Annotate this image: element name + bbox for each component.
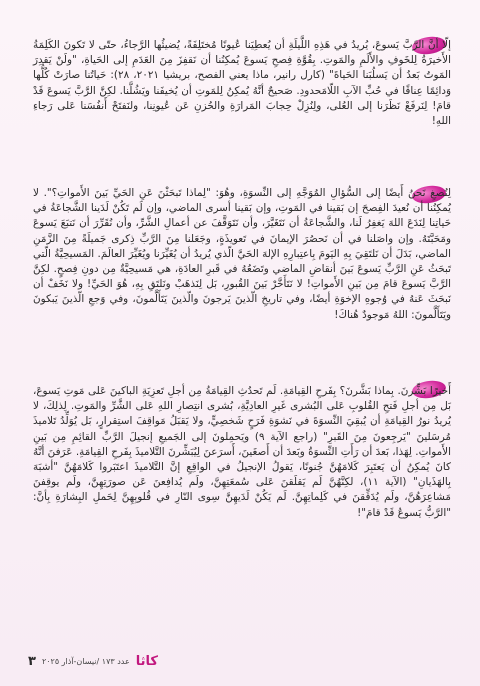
paragraph-1: إلّا أنَّ الرَّبَّ يَسوعَ، يُريدُ في هَذِهِ اللَّيلَةِ أن يُعطِيَنا عُيونًا مُختَلِفَةً، يُضيئُها الرَّجاءُ، حتّى لا تَكونَ الكَلِمَةُ الأَخيرَةُ لِلخَوفِ والأَلَمِ والمَوتِ. بِقُوَّةِ فِصحِ يَسوعَ يُمكِنُنا أن نَقفِزَ مِنَ العَدَمِ إلى الحَياةِ، "ولَنْ يَقدِرَ المَوتُ بَعدُ أن يَسلُبَنا الحَياةَ" (كارل رانير، ماذا يعني الفصح، بريشيا ٢٠٢١، ٢٨): حَياتُنا صارَتْ كُلُّها وَدائِمًا عِناقًا في حُبِّ الآبِ اللّامَحدودِ. صَحيحٌ أنَّهُ يُمكِنُ لِلمَوتِ أن يُخيفَنا ويَشُلَّنا. لكِنَّ الرَّبَّ يَسوعَ قَدْ قامَ! لِنَرفَعْ نَظَرَنا إلى العُلى، ولِنُزِلْ حِجابَ المَرارَةِ والحُزنِ عَن عُيونِنا، ولنَفتَحْ أَنفُسَنا عَلى رَجاءِ اللهِ! <box>33 39 451 128</box>
page-number: ٣ <box>28 653 36 669</box>
paragraph-3: أَخيرًا بَشِّرنَ. بِماذا بَشَّرنَ؟ بِفَرحِ القِيامَةِ. لَم تَحدُثِ القِيامَةُ مِن أجلِ تَعزِيَةِ الباكينَ عَلى مَوتِ يَسوعَ، بَل مِن أجلِ فَتحِ القُلوبِ عَلى البُشرى غَيرِ العادِيَّةِ، بُشرى انتِصارِ اللهِ عَلى الشَّرِّ والمَوتِ. لِذلِكَ، لا يُريدُ نورُ القِيامَةِ أن يُبقِيَ النِّسوَةَ في نَشوَةِ فَرَحٍ شَخصِيٍّ، ولا يَقبَلُ مَواقِفَ استِقرارٍ، بَل يُوَلِّدُ تَلاميذَ مُرسَلينَ "يَرجِعونَ مِنَ القَبرِ" (راجع الآية ٩) ويَحمِلونَ إلى الجَميعِ إنجيلَ الرَّبِّ القائِمِ مِن بَينِ الأَمواتِ. لِهَذا، بَعدَ أن رَأَتِ النِّسوَةُ وبَعدَ أن أَصغَينَ، أَسرَعنَ لِيُبَشِّرنَ التَّلاميذَ بِفَرحِ القِيامَةِ. عَرَفنَ أنَّهُ كانَ يُمكِنُ أن يَعتَبِرَ كَلامَهُنَّ جُنونًا، يَقولُ الإنجيلُ في الواقِعِ إنَّ التَّلاميذَ اعتَبَروا كَلامَهُنَّ "أشبَهَ بِالهَذَيانِ" (الآية ١١)، لكِنَّهُنَّ لَم يَقلَقنَ عَلى سُمعَتِهِنَّ، ولَم يُدافِعنَ عَن صورَتِهِنَّ، ولَم يوقِفنَ مَشاعِرَهُنَّ، ولَم يُدَقِّقنَ في كَلِماتِهِنَّ. لَم يَكُنْ لَدَيهِنَّ سِوى النّارِ في قُلوبِهِنَّ لِحَملِ البِشارَةِ بِأنَّ: "الرَّبُّ يَسوعُ قَدْ قامَ"! <box>33 385 451 519</box>
magazine-logo: كاثا <box>135 653 158 669</box>
paragraph-2: لِنُصغِ نَحنُ أَيضًا إلى السُّؤالِ المُوَجَّهِ إلى النِّسوَةِ، وهُوَ: "لِماذا تَبحَثْنَ عَنِ الحَيِّ بَينَ الأَمواتِ؟". لا يُمكِنُنا أن نُعيدَ الفِصحَ إن بَقينا في المَوتِ، وإن بَقينا أسرى الماضي، وإن لَم تَكُنْ لَدَينا الشَّجاعَةُ في حَياتِنا لِنَدَعَ اللهَ يَغفِرُ لَنا، والشَّجاعَةُ أن نَتَغَيَّرَ، وأن نَتَوَقَّفَ عن أعمالِ الشَّرِّ، وأن نُقَرِّرَ أن نَتبَعَ يَسوعَ ومَحَبَّتَهُ. وإن واصَلنا في أن نَحصُرَ الإيمانَ في تَعويذَةٍ، وجَعَلنا مِنَ الرَّبِّ ذِكرى جَميلَةً مِنَ الزَّمَنِ الماضي، بَدَلَ أن نَلتَقِيَ بِهِ اليَومَ بِاعتِبارِهِ الإلهَ الحَيَّ الّذي يُريدُ أن يُغَيِّرَنا ويُغَيِّرَ العالَمَ. المَسيحِيَّةُ الّتي تَبحَثُ عَنِ الرَّبِّ يَسوعَ بَينَ أنقاضِ الماضي وتَضَعُهُ في قَبرِ العادَةِ، هي مَسيحِيَّةٌ مِن دونِ فِصحٍ. لكِنَّ الرَّبَّ يَسوعَ قامَ مِن بَينِ الأَمواتِ! لا نَتَأَخَّرْ بَينَ القُبورِ، بَل لِنَذهَبْ ونَلتَقِ بِهِ، هُوَ الحَيِّ! ولا نَخَفْ أن نَبحَثَ عَنهُ في وُجوهِ الإخوَةِ أيضًا، وفي تاريخِ الّذينَ يَرجونَ والّذينَ يَتَأَلَّمونَ، وفي وَجعِ الّذينَ يَبكونَ ويَتَأَلَّمونَ: اللهُ مَوجودٌ هُناكَ! <box>33 187 451 321</box>
page-footer <box>28 651 158 671</box>
issue-info: عدد ١٧٣ /نيسان-آذار ٢٠٢٥ <box>41 656 130 666</box>
